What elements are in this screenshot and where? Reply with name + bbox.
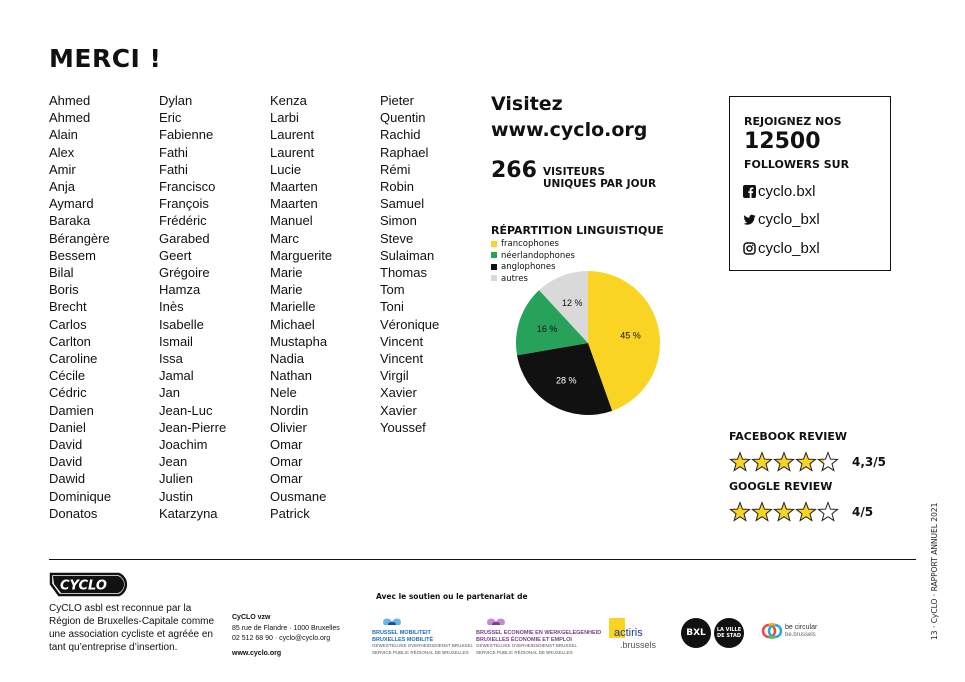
volunteer-name: Dylan [159,93,193,108]
volunteer-name: Xavier [380,385,417,401]
volunteer-name: Tom [380,282,405,298]
cyclo-logo-text: CYCLO [60,578,107,594]
volunteer-name: Nadia [270,351,304,367]
legend-label: francophones [501,239,559,249]
page-footer-vertical: 13 · CyCLO · RAPPORT ANNUEL 2021 [930,502,939,640]
volunteer-name: Robin [380,179,414,195]
volunteer-name: Laurent [270,144,315,160]
volunteer-name: Alain [49,127,78,143]
volunteer-name: Cédric [49,385,87,401]
partner-bruxelles-economie [476,611,601,656]
legend-item [491,239,575,251]
volunteer-name: Inès [159,299,184,315]
star-icon [752,453,771,471]
volunteer-name: Marielle [270,299,316,315]
legend-swatch [491,275,497,281]
visitors-label [543,166,656,190]
iris-icon-purple [476,616,516,626]
volunteer-name: Alex [49,144,75,160]
volunteer-name: Jan [159,385,180,401]
footer-description: CyCLO asbl est reconnue par la Région de Bruxelles-Capitale comme une association cycliste et agréée en tant qu’entreprise d’insertion. [49,603,215,653]
volunteer-name: Bessem [49,247,96,263]
volunteer-name: Katarzyna [159,505,218,521]
legend-label: anglophones [501,262,556,272]
twitter-account[interactable] [743,211,820,228]
visitors-label-line2: UNIQUES PAR JOUR [543,178,657,190]
volunteer-name: Patrick [270,505,310,521]
visitors-count: 266 [491,158,537,183]
volunteer-name: Amir [49,161,76,177]
facebook-review-stars [729,451,841,473]
legend-label: autres [501,273,528,284]
social-line1: REJOIGNEZ NOS [744,115,842,128]
google-review-score: 4/5 [852,505,874,519]
volunteer-name: François [159,196,209,212]
volunteer-name: Ousmane [270,488,327,504]
website-block [491,91,647,143]
facebook-review-score: 4,3/5 [852,455,886,469]
twitter-icon [743,213,756,226]
volunteer-name: Grégoire [159,265,210,281]
names-column-3 [270,92,332,522]
volunteer-name: Damien [49,402,94,418]
legend-item [491,251,575,263]
volunteer-name: Sulaiman [380,247,435,263]
volunteer-name: Lucie [270,161,302,177]
actiris-sub: .brussels [620,640,657,650]
volunteer-name: Mustapha [270,333,328,349]
volunteer-name: Thomas [380,265,427,281]
partner-bxl-logo: BXL [681,618,711,648]
volunteer-name: David [49,454,83,470]
facebook-review-title: FACEBOOK REVIEW [729,430,848,443]
names-column-1 [49,92,111,522]
cyclo-logo-shape [49,570,137,597]
volunteer-name: Omar [270,454,303,470]
volunteer-name: Ismail [159,333,193,349]
footer-street: 85 rue de Flandre · 1000 Bruxelles [232,624,340,632]
facebook-handle: cyclo.bxl [758,183,816,200]
volunteer-name: Ahmed [49,93,91,108]
star-rating [729,451,841,473]
footer-address [232,613,340,659]
legend-swatch [491,264,497,270]
partner2-line1: BRUSSEL ECONOMIE EN WERKGELEGENHEID [476,630,602,636]
volunteer-name: Fathi [159,144,188,160]
volunteer-name: Rémi [380,161,411,177]
pie-label: 28 % [555,375,577,386]
partner-ville-logo: LA VILLE DE STAD [714,618,744,648]
volunteer-name: Justin [159,488,193,504]
volunteer-name: Jean [159,454,188,470]
volunteer-name: Larbi [270,110,299,126]
volunteer-name: Joachim [159,437,208,453]
cyclo-logo [49,570,137,601]
volunteer-name: Virgil [380,368,409,384]
chart-title: RÉPARTITION LINGUISTIQUE [491,224,664,237]
names-column-2 [159,92,226,522]
volunteer-name: Samuel [380,196,425,212]
facebook-account[interactable] [743,183,816,200]
followers-count: 12500 [744,129,821,154]
volunteer-name: Jamal [159,368,194,384]
instagram-account[interactable] [743,240,820,257]
legend-swatch [491,241,497,247]
be-circular-sub: be.brussels [785,632,816,638]
volunteer-name: Baraka [49,213,91,229]
page-title: MERCI ! [49,44,162,73]
volunteer-name: Caroline [49,351,98,367]
instagram-handle: cyclo_bxl [758,240,820,257]
volunteer-name: Bilal [49,265,74,281]
volunteer-name: Donatos [49,505,98,521]
volunteer-name: Maarten [270,179,318,195]
volunteer-name: Toni [380,299,404,315]
volunteer-name: Youssef [380,419,426,435]
volunteer-name: Geert [159,247,192,263]
star-icon [796,453,815,471]
google-review-title: GOOGLE REVIEW [729,480,833,493]
volunteer-name: Marc [270,230,299,246]
volunteer-name: Rachid [380,127,421,143]
pie-label: 45 % [620,330,641,341]
volunteer-name: Maarten [270,196,318,212]
visitors-label-line1: VISITEURS [543,166,606,178]
pie-label: 16 % [536,324,558,335]
volunteer-name: Vincent [380,351,424,367]
footer-contact: 02 512 68 90 · cyclo@cyclo.org [232,635,331,642]
volunteer-name: Isabelle [159,316,204,332]
volunteer-name: Omar [270,471,303,487]
social-line2: FOLLOWERS SUR [744,158,850,171]
social-box [729,96,891,271]
footer-org-name: CyCLO vzw [232,614,271,621]
volunteer-name: Daniel [49,419,86,435]
volunteer-name: Nele [270,385,297,401]
partner1-line1: BRUSSEL MOBILITEIT [372,630,431,636]
volunteer-name: Fathi [159,161,188,177]
volunteer-name: Jean-Pierre [159,419,227,435]
volunteer-name: Véronique [380,316,440,332]
volunteer-name: Laurent [270,127,315,143]
star-icon [752,503,771,521]
volunteer-name: Simon [380,213,417,229]
volunteer-name: Cécile [49,368,86,384]
volunteer-name: Ahmed [49,110,91,126]
volunteer-name: Hamza [159,282,201,298]
be-circular-icon [761,620,783,642]
partner2-line2: BRUXELLES ÉCONOMIE ET EMPLOI [476,636,572,643]
star-icon [774,453,793,471]
volunteer-name: Nordin [270,402,309,418]
star-icon [730,503,749,521]
legend-label: néerlandophones [501,250,575,261]
volunteer-name: Olivier [270,419,307,435]
facebook-icon [743,185,756,198]
partner1-line4: SERVICE PUBLIC RÉGIONAL DE BRUXELLES [372,649,469,655]
volunteer-name: Aymard [49,196,94,212]
star-icon [774,503,793,521]
partner2-line4: SERVICE PUBLIC RÉGIONAL DE BRUXELLES [476,649,573,655]
footer-web[interactable]: www.cyclo.org [232,649,282,657]
star-icon [818,453,837,471]
volunteer-name: Michael [270,316,315,332]
volunteer-name: Vincent [380,333,424,349]
star-icon [730,453,749,471]
volunteer-name: Marguerite [270,247,333,263]
volunteer-name: Raphael [380,144,429,160]
be-circular-text: be circular [785,624,818,631]
partner1-line2: BRUXELLES MOBILITÉ [372,636,434,643]
volunteer-name: David [49,437,83,453]
volunteer-name: Dominique [49,488,112,504]
volunteer-name: Garabed [159,230,210,246]
volunteer-name: Pieter [380,93,414,108]
google-review-stars [729,501,841,523]
website-link[interactable]: www.cyclo.org [491,119,648,141]
volunteer-name: Boris [49,282,79,298]
star-icon [796,503,815,521]
partner-be-circular [761,620,818,646]
volunteer-name: Carlton [49,333,91,349]
volunteer-name: Carlos [49,316,87,332]
volunteer-name: Manuel [270,213,313,229]
partner2-line3: GEWESTELIJKE OVERHEIDSDIENST BRUSSEL [476,643,577,648]
volunteer-name: Brecht [49,299,87,315]
iris-icon [372,616,412,626]
support-label: Avec le soutien ou le partenariat de [376,592,528,601]
volunteer-name: Nathan [270,368,312,384]
actiris-text: actiris [614,627,643,639]
volunteer-name: Frédéric [159,213,207,229]
instagram-icon [743,242,756,255]
star-icon [818,503,837,521]
visit-label: Visitez [491,93,563,115]
volunteer-name: Fabienne [159,127,214,143]
volunteer-name: Issa [159,351,183,367]
pie-label: 12 % [561,297,583,308]
visitors-stat [491,158,657,190]
volunteer-name: Jean-Luc [159,402,213,418]
volunteer-name: Quentin [380,110,426,126]
partner-bruxelles-mobilite [372,611,473,656]
twitter-handle: cyclo_bxl [758,211,820,228]
volunteer-name: Julien [159,471,193,487]
volunteer-name: Anja [49,179,76,195]
volunteer-name: Bérangère [49,230,110,246]
partner1-line3: GEWESTELIJKE OVERHEIDSDIENST BRUSSEL [372,643,473,648]
names-column-4 [380,92,439,436]
volunteer-name: Marie [270,282,303,298]
star-rating [729,501,841,523]
volunteer-name: Kenza [270,93,307,108]
volunteer-name: Xavier [380,402,417,418]
volunteer-name: Omar [270,437,303,453]
legend-swatch [491,252,497,258]
volunteer-name: Steve [380,230,414,246]
volunteer-name: Marie [270,265,303,281]
volunteer-name: Eric [159,110,182,126]
footer-divider [49,559,916,560]
volunteer-name: Dawid [49,471,86,487]
volunteer-name: Francisco [159,179,216,195]
pie-chart [512,267,664,419]
